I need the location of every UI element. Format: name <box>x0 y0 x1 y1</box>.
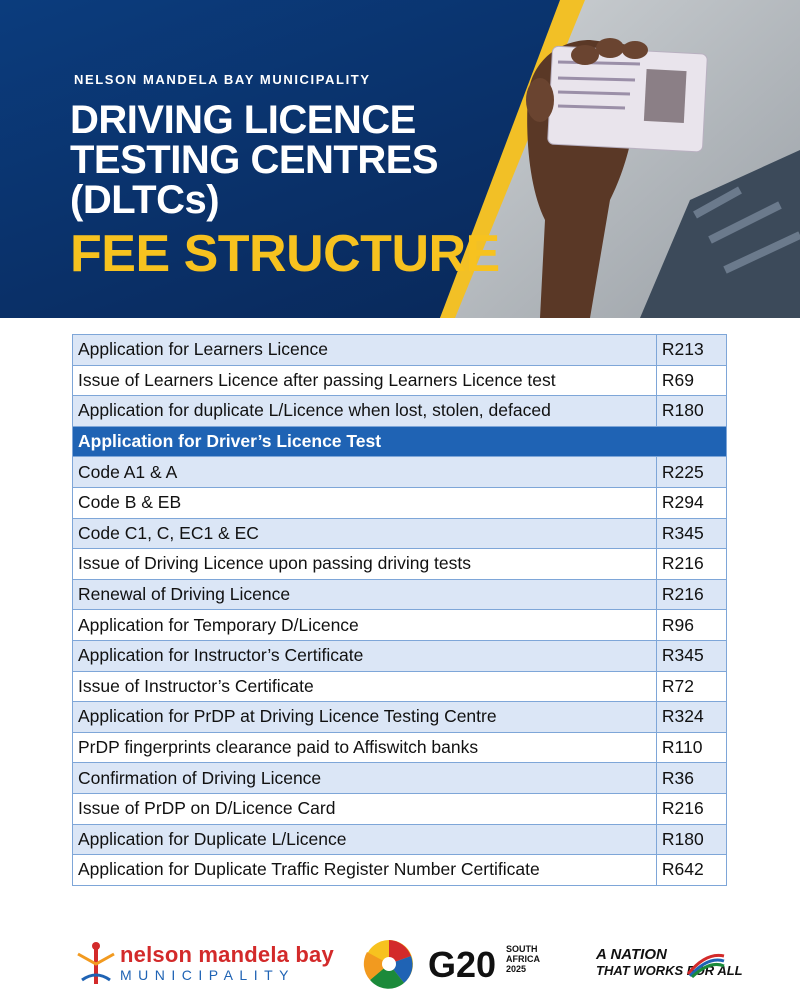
fee-amount: R36 <box>656 763 726 794</box>
fee-item: PrDP fingerprints clearance paid to Affiswitch banks <box>73 732 657 763</box>
table-row <box>73 763 727 794</box>
fee-amount: R225 <box>656 457 726 488</box>
fee-item: Application for duplicate L/Licence when lost, stolen, defaced <box>73 396 657 427</box>
fee-item: Code A1 & A <box>73 457 657 488</box>
fee-amount: R294 <box>656 487 726 518</box>
fee-amount: R642 <box>656 855 726 886</box>
fee-item: Confirmation of Driving Licence <box>73 763 657 794</box>
table-row <box>73 732 727 763</box>
fee-amount: R216 <box>656 579 726 610</box>
nation-slogan-line-2: THAT WORKS FOR ALL <box>596 963 743 978</box>
fee-amount: R216 <box>656 793 726 824</box>
g20-emblem-icon <box>354 936 424 992</box>
table-row <box>73 793 727 824</box>
g20-label: G20 <box>428 944 497 985</box>
fee-item: Application for Duplicate Traffic Register Number Certificate <box>73 855 657 886</box>
fee-item: Application for Duplicate L/Licence <box>73 824 657 855</box>
section-heading-row <box>73 426 727 457</box>
fee-amount: R72 <box>656 671 726 702</box>
fee-table <box>72 334 727 886</box>
fee-item: Issue of Driving Licence upon passing driving tests <box>73 549 657 580</box>
fee-structure-title: FEE STRUCTURE <box>70 225 500 283</box>
table-row <box>73 518 727 549</box>
fee-amount: R180 <box>656 824 726 855</box>
municipality-logo-sub: MUNICIPALITY <box>120 967 295 983</box>
fee-amount: R216 <box>656 549 726 580</box>
table-row <box>73 671 727 702</box>
nation-slogan-line-1: A NATION <box>596 946 667 963</box>
table-row <box>73 702 727 733</box>
fee-amount: R96 <box>656 610 726 641</box>
fee-amount: R213 <box>656 335 726 366</box>
table-row <box>73 579 727 610</box>
header-banner <box>0 0 800 318</box>
fee-item: Issue of PrDP on D/Licence Card <box>73 793 657 824</box>
section-heading: Application for Driver’s Licence Test <box>73 426 727 457</box>
fee-item: Renewal of Driving Licence <box>73 579 657 610</box>
title-line-3: (DLTCs) <box>70 178 220 222</box>
title-line-1: DRIVING LICENCE <box>70 98 416 142</box>
fee-item: Code B & EB <box>73 487 657 518</box>
fee-amount: R110 <box>656 732 726 763</box>
organization-name: NELSON MANDELA BAY MUNICIPALITY <box>74 72 371 87</box>
municipality-logo-name: nelson mandela bay <box>120 942 334 967</box>
flag-swoosh-icon <box>686 948 726 978</box>
g20-sub-label: SOUTH AFRICA 2025 <box>506 944 540 974</box>
fee-amount: R324 <box>656 702 726 733</box>
table-row <box>73 457 727 488</box>
fee-amount: R69 <box>656 365 726 396</box>
fee-item: Application for Temporary D/Licence <box>73 610 657 641</box>
table-row <box>73 549 727 580</box>
footer-logos <box>0 930 800 1000</box>
table-row <box>73 855 727 886</box>
table-row <box>73 640 727 671</box>
table-row <box>73 396 727 427</box>
fee-item: Issue of Learners Licence after passing Learners Licence test <box>73 365 657 396</box>
fee-item: Code C1, C, EC1 & EC <box>73 518 657 549</box>
nelson-mandela-bay-emblem-icon <box>74 940 118 990</box>
table-row <box>73 610 727 641</box>
table-row <box>73 487 727 518</box>
fee-item: Application for Learners Licence <box>73 335 657 366</box>
fee-item: Issue of Instructor’s Certificate <box>73 671 657 702</box>
fee-amount: R180 <box>656 396 726 427</box>
table-row <box>73 365 727 396</box>
table-row <box>73 335 727 366</box>
fee-item: Application for Instructor’s Certificate <box>73 640 657 671</box>
title-line-2: TESTING CENTRES <box>70 138 439 182</box>
table-row <box>73 824 727 855</box>
fee-item: Application for PrDP at Driving Licence Testing Centre <box>73 702 657 733</box>
fee-amount: R345 <box>656 640 726 671</box>
fee-amount: R345 <box>656 518 726 549</box>
